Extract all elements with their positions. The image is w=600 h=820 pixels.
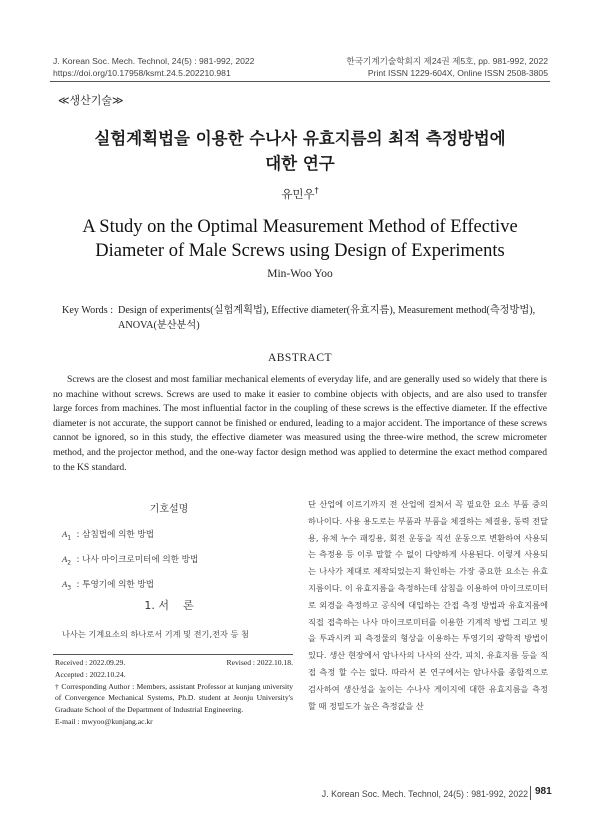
abstract-text: Screws are the closest and most familiar mechanical elements of everyday life, and are generally used so widely that there is no machine without screws. Screws are used to make it easier to combine objects with objects, and are also used to transfer large forces from machines. The most influential factor in the coupling of these screws is the effective diameter. If the effective diameter is not accurate, the support cannot be finished or endured, leading to a major accident. The importance of these screws cannot be ignored, so in this study, the effective diameter was measured using the three-wire method, the screw micrometer method, and the projector method, and the one-way factor design method was applied to determine the exact method compared to the KS standard. bbox=[53, 374, 547, 473]
korean-title-line-1: 실험계획법을 이용한 수나사 유효지름의 최적 측정방법에 bbox=[94, 129, 506, 148]
corresponding-author-note: † Corresponding Author : Members, assistant Professor at kunjang university of Convergence Mechanical Systems, Ph.D. student at Jeonju University's Graduate School of the Department of Industrial Engineering. bbox=[55, 681, 293, 715]
doi-link[interactable]: https://doi.org/10.17958/ksmt.24.5.202210.981 bbox=[53, 68, 231, 78]
footnote-block bbox=[55, 657, 293, 728]
keywords-label: Key Words : bbox=[62, 305, 114, 316]
received-date: Received : 2022.09.29. bbox=[55, 658, 126, 667]
symbol-description: : 나사 마이크로미터에 의한 방법 bbox=[76, 555, 199, 566]
footnote-rule bbox=[53, 654, 293, 655]
keywords-line-1: Design of experiments(실험계획법), Effective diameter(유효지름), Measurement method(측정방법), bbox=[118, 305, 536, 316]
footer-divider bbox=[530, 786, 531, 800]
abstract-heading: ABSTRACT bbox=[267, 352, 333, 364]
symbol: A bbox=[62, 529, 68, 539]
footer-citation: J. Korean Soc. Mech. Technol, 24(5) : 981-992, 2022 bbox=[321, 789, 528, 799]
journal-citation-left: J. Korean Soc. Mech. Technol, 24(5) : 981-992, 2022 bbox=[53, 56, 255, 66]
symbol-subscript: 3 bbox=[67, 585, 72, 593]
dates-row bbox=[55, 657, 293, 669]
keywords-line-2: ANOVA(분산분석) bbox=[118, 320, 200, 331]
english-author: Min-Woo Yoo bbox=[267, 268, 333, 280]
header-rule bbox=[50, 81, 550, 82]
nomenclature-heading: 기호설명 bbox=[149, 504, 189, 515]
page-number: 981 bbox=[535, 786, 552, 797]
symbol-subscript: 1 bbox=[67, 534, 72, 542]
intro-first-line: 나사는 기계요소의 하나로서 기계 및 전기,전자 등 첨 bbox=[62, 629, 249, 639]
corresponding-mark: † bbox=[314, 186, 319, 196]
korean-author-name: 유민우 bbox=[281, 187, 315, 201]
korean-title bbox=[40, 126, 560, 176]
revised-date: Revised : 2022.10.18. bbox=[226, 658, 293, 667]
english-title-line-1: A Study on the Optimal Measurement Method of Effective bbox=[82, 217, 518, 237]
korean-title-line-2: 대한 연구 bbox=[265, 154, 335, 173]
body-text-right-column: 단 산업에 이르기까지 전 산업에 걸쳐서 꼭 필요한 요소 부품 중의 하나이다. 사용 용도로는 부품과 부품을 체결하는 체결용, 동력 전달용, 유체 누수 패킹용, 회전 운동을 직선 운동으로 변환하여 사용되는 측정용 등 이루 말할 수 없이 다양하게 사용된다. 이렇게 사용되는 나사가 제대로 제작되었는지 확인하는 가장 중요한 요소는 유효지름이다. 이 유효지름을 측정하는데 삼침을 이용하여 마이크로미터로 외경을 측정하고 공식에 대입하는 간접 측정 방법과 유효지름에 직접 접촉하는 나사 마이크로미터를 이용한 기계적 방법 그리고 빛을 투과시켜 피 측정물의 형상을 이용하는 투영기의 광학적 방법이 있다. 생산 현장에서 암나사의 나사의 산각, 피치, 유효지름 등을 직접 측정 할 수는 없다. 따라서 본 연구에서는 암나사를 종합적으로 검사하여 생산성을 높이는 수나사 게이지에 대한 유효지름을 측정 할 때 정밀도가 높은 측정값을 산 bbox=[308, 499, 548, 711]
issn-line: Print ISSN 1229-604X, Online ISSN 2508-3805 bbox=[367, 68, 548, 78]
symbol: A bbox=[62, 579, 68, 590]
intro-heading: 1. 서 론 bbox=[144, 599, 194, 612]
keywords-list bbox=[118, 303, 558, 333]
english-title bbox=[40, 215, 560, 263]
korean-author bbox=[0, 186, 600, 202]
journal-citation-right: 한국기계기술학회지 제24권 제5호, pp. 981-992, 2022 bbox=[346, 56, 548, 66]
nomenclature-item bbox=[62, 549, 287, 574]
symbol: A bbox=[62, 554, 68, 565]
nomenclature-item bbox=[62, 524, 287, 549]
symbol-subscript: 2 bbox=[67, 559, 72, 567]
symbol-description: : 투영기에 의한 방법 bbox=[76, 580, 155, 591]
symbol-description: : 삼침법에 의한 방법 bbox=[76, 530, 155, 540]
accepted-date: Accepted : 2022.10.24. bbox=[55, 669, 126, 679]
nomenclature-list bbox=[62, 524, 287, 600]
author-email[interactable]: E-mail : mwyoo@kunjang.ac.kr bbox=[55, 716, 153, 726]
section-tag: ≪생산기술≫ bbox=[58, 94, 124, 107]
english-title-line-2: Diameter of Male Screws using Design of Experiments bbox=[95, 241, 505, 261]
